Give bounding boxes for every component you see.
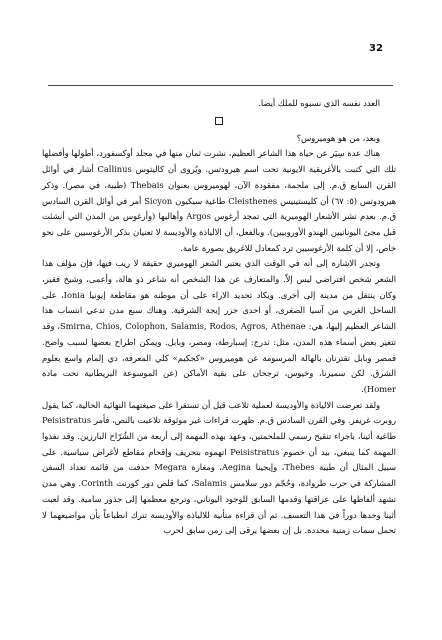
page-number: 32	[369, 43, 383, 54]
paragraph-2: وتجدر الاشارة إلى أنه في الوقت الذي يعتبر الشعر الهوميري حقيقة لا ريب فيها، فإن مؤلف هذا الشعر شخص افتراضي ليس إلاّ. والمتعارف عن هذا الشخص أنه شاعر ذو هالة، وأعمى، وشيخ فقير، وكان ينتقل من مدينة إلى أخرى. ويكاد تحديد الاراء على أن موطنه هو مقاطعة إيونيا Ionia، على الساحل الغربي من آسيا الصغرى، أو احدى جزر إيجة الشرقية. وهناك سبع مدن تدعي انتساب هذا الشاعر العظيم إليها، هي: Smirna, Chios, Colophon, Salamis, Rodos, Agros, Athenae، وقد تتغير بعض أسماء هذه المدن، مثل: تدرج: إسبارطة، ومصر، وبابل. ويمكن اطراح بعضها لسبب واضح. فمصر وبابل تقترنان بالهالة المرسومة عن هوميروس «كحكيم» كلي المعرفة، ذي إلمام واسع بعلوم الشرق. لكن سميرنا، وخيوس، ترجحان على بقية الأماكن (عن الموسوعة البريطانية تحت مادة Homer).	[42, 258, 397, 394]
page-body	[42, 96, 396, 539]
paragraph-3: ولقد تعرضت الالياذة والأوديسة لعملية تلاعب قبل أن تستقرا على صيغتهما النهائية الحالية، كما يقول روبرت غريفز. وفي القرن السادس ق.م. ظهرت قراءات غير موثوقة تلاعبت بالنص، فأمر Peisistratus طاغية أثينا، باجراء تنقيح رسمي للملحمتين، وعهد بهذه المهمة إلى أربعة من الشُرّاح البارزين. وقد نفذوا المهمة كما ينبغي، بيد أن خصوم Peisistratus اتهموه بتحريف وإقحام مقاطع لأغراض سياسية. على سبيل المثال أن طيبة Thebes، وإيجينا Aegina، ومغارة Megara حذفت من قائمة تعداد السفن المشاركة في حرب طروادة، وحُجّم دور سلامس Salamis، كما قلص دور كورنث Corinth. وهي مدن تشهد ألفاظها على عراقتها وقدمها السابق للوجود اليوناني، وترجع معظمها إلى جذور سامية. وقد لعبت أثينا وحدها دوراً في هذا التعسف. ثم أن قراءة متأنية للالياذة والأوديسة تترك انطباعاً بأن مواضيعهما لا تحمل سمات زمنية محددة. بل إن بعضها يرقى إلى زمن سابق لحرب	[42, 399, 396, 536]
paragraph-1: هناك عدة سِيَر عن حياة هذا الشاعر العظيم، نشرت ثمان منها في مجلد أوكسفورد، أطولها وأفضلها تلك التي كتبت بالأغريقية الايونية تحت اسم هيرودتس. ويُروى أن كاليتوس Callinus أشار في أوائل القرن السابع ق.م. إلى ملحمة، مفقودة الآن، لهوميروس بعنوان Thebais (طيبة، في مصر). وذكر هيرودوتس (٥: ٦٧) أن كليستينيس Cleisthenes طاغية سيكيون Sicyon أمر في أوائل القرن السادس ق.م. بعدم نشر الأشعار الهوميرية التي تمجد أرغوس Argos وأهاليها (وأرغوس من المدن التي أنشئت قبل مجئ اليونانيين الهندو الأوروبيين). وبالفعل، أن الالياذة والأوديسة لا تعنيان بذكر الأرغوسيين على نحو خاص، إلا أن كلمة الأرغوسيين ترد كمعادل للاغريق بصورة عامة.	[42, 148, 397, 253]
square-ornament-icon	[215, 117, 223, 125]
paragraph-question: وبعد، من هو هوميروس؟	[296, 132, 380, 143]
paragraph-intro: العدد نفسه الذي نسبوه للملك أيضا.	[258, 98, 380, 108]
top-divider	[48, 85, 393, 86]
